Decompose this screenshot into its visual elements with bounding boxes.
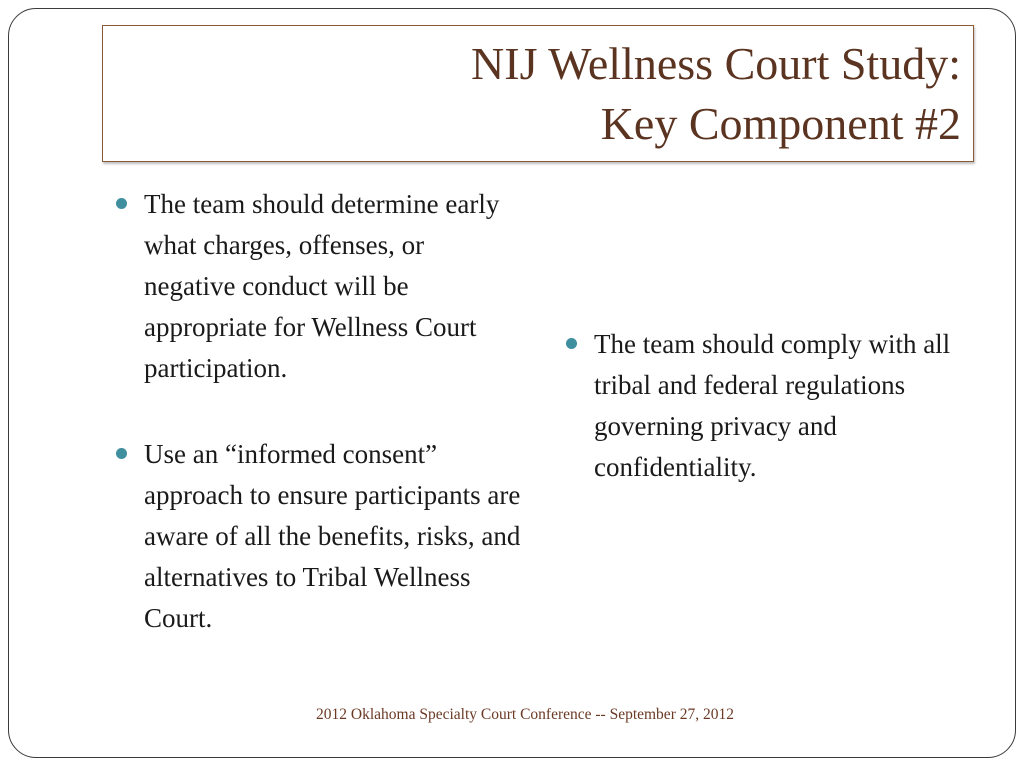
bullet-dot-icon bbox=[116, 198, 127, 209]
right-column bbox=[562, 324, 982, 533]
title-line-1: NIJ Wellness Court Study: bbox=[471, 38, 961, 89]
bullet-item bbox=[112, 184, 522, 389]
left-column bbox=[112, 184, 522, 684]
title-box bbox=[102, 25, 974, 162]
slide-title bbox=[471, 34, 961, 154]
bullet-text: The team should comply with all tribal and federal regulations governing privacy and confidentiality. bbox=[594, 329, 951, 482]
slide-footer: 2012 Oklahoma Specialty Court Conference -- September 27, 2012 bbox=[316, 706, 734, 723]
bullet-item bbox=[112, 434, 522, 639]
bullet-dot-icon bbox=[116, 448, 127, 459]
bullet-dot-icon bbox=[566, 338, 577, 349]
title-line-2: Key Component #2 bbox=[600, 98, 961, 149]
bullet-text: Use an “informed consent” approach to ensure participants are aware of all the benefits, risks, and alternatives to Tribal Wellness Court. bbox=[144, 439, 521, 633]
bullet-item bbox=[562, 324, 982, 488]
bullet-text: The team should determine early what charges, offenses, or negative conduct will be appropriate for Wellness Court participation. bbox=[144, 189, 500, 383]
